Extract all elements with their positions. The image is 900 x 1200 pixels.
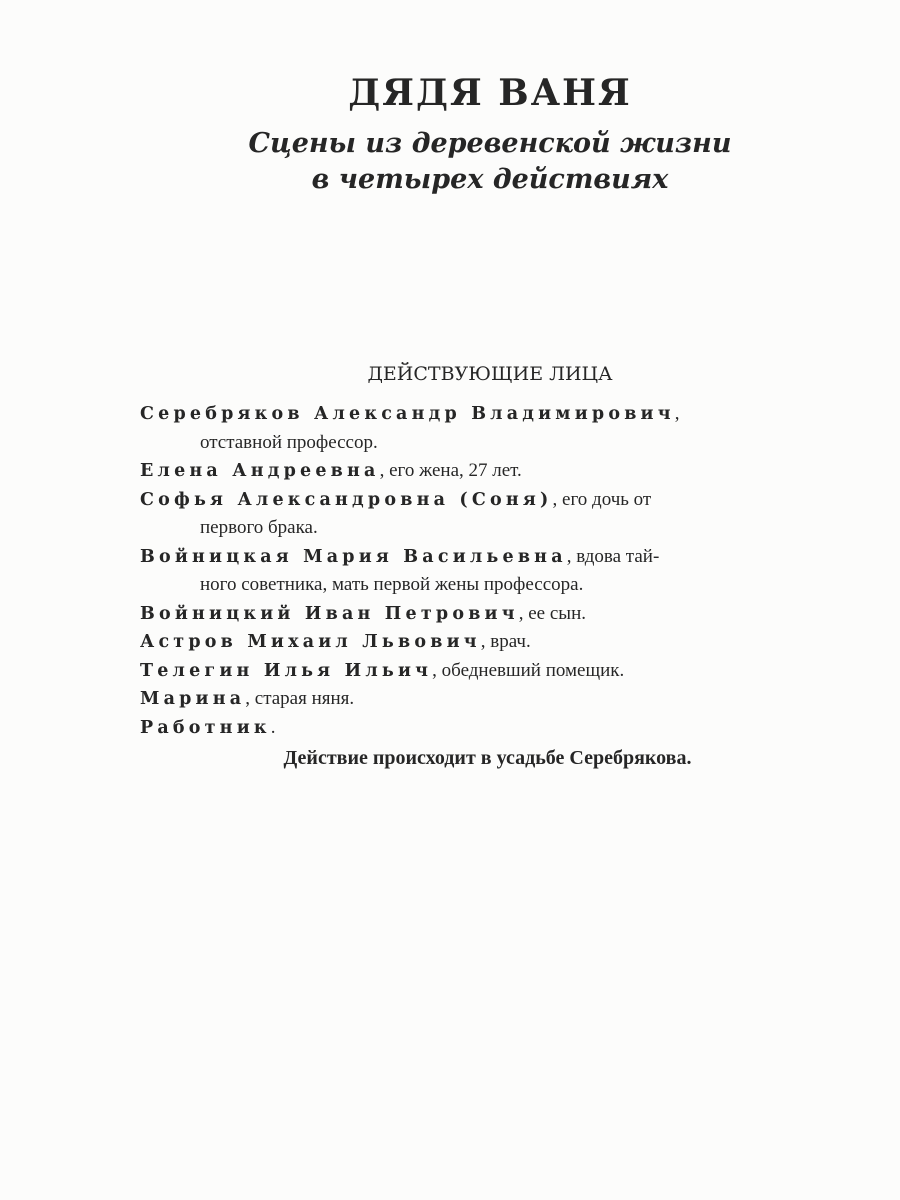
character-desc: . (270, 716, 276, 738)
character-desc: , ее сын. (518, 602, 586, 624)
character-entry (140, 600, 860, 629)
subtitle-line-2: в четырех действиях (311, 164, 669, 195)
subtitle-line-1: Сцены из деревенской жизни (248, 128, 732, 159)
character-name: Серебряков Александр Владимирович (140, 404, 675, 424)
character-desc: , вдова тай- (566, 545, 660, 567)
character-entry (140, 457, 860, 486)
character-desc: , старая няня. (245, 688, 355, 709)
characters-heading: ДЕЙСТВУЮЩИЕ ЛИЦА (367, 363, 613, 385)
character-entry (140, 486, 860, 543)
character-name: Войницкая Мария Васильевна (140, 546, 567, 567)
play-subtitle (0, 126, 900, 198)
character-name: Елена Андреевна (140, 461, 380, 481)
play-title: ДЯДЯ ВАНЯ (348, 72, 632, 114)
character-name: Софья Александровна (Соня) (140, 489, 553, 510)
character-entry (140, 400, 860, 457)
setting-note: Действие происходит в усадьбе Серебрякова. (283, 747, 692, 769)
character-entry (140, 657, 860, 686)
character-desc-cont: ного советника, мать первой жены профессора. (200, 574, 584, 595)
character-desc-cont: первого брака. (200, 517, 318, 538)
character-name: Телегин Илья Ильич (140, 660, 433, 681)
character-list (140, 400, 860, 742)
character-desc-cont: отставной профессор. (200, 431, 378, 453)
character-desc: , врач. (480, 631, 531, 652)
character-desc: , обедневший помещик. (432, 659, 625, 681)
character-entry (140, 714, 860, 743)
character-entry (140, 628, 860, 657)
character-entry (140, 543, 860, 600)
character-name: Марина (140, 689, 246, 709)
character-desc: , (674, 403, 680, 424)
character-name: Астров Михаил Львович (140, 632, 481, 652)
character-desc: , его жена, 27 лет. (379, 460, 522, 481)
character-desc: , его дочь от (552, 488, 652, 510)
character-name: Войницкий Иван Петрович (140, 603, 519, 624)
character-name: Работник (140, 717, 271, 738)
character-entry (140, 685, 860, 714)
